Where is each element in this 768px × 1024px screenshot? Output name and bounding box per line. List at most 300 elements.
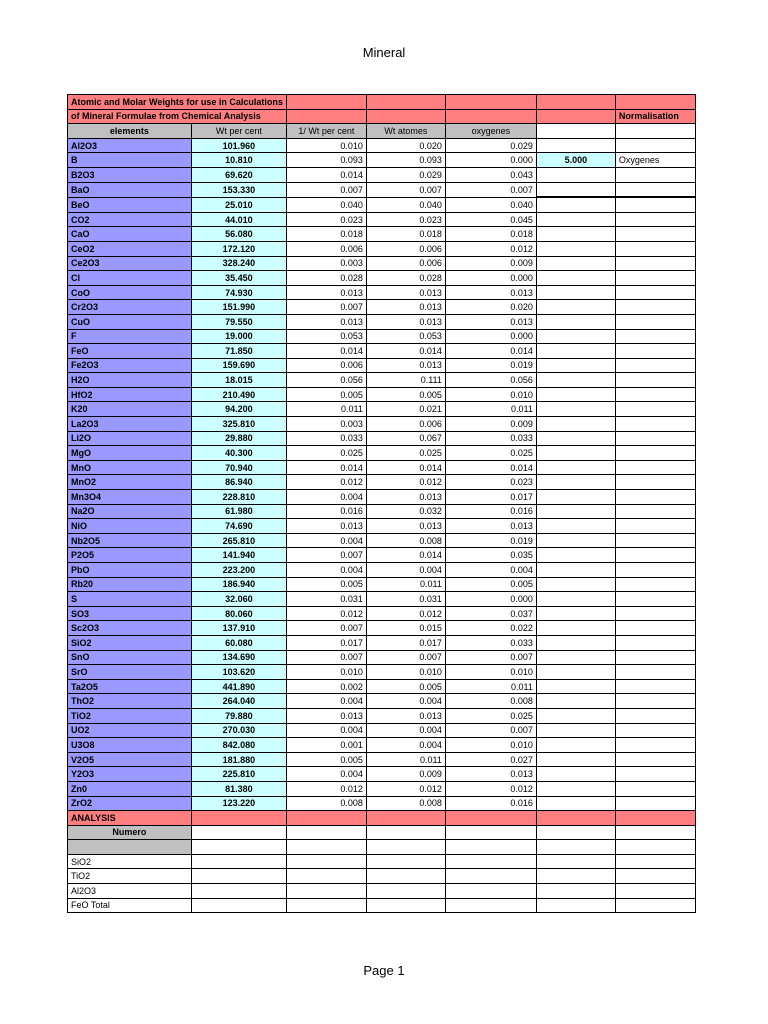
element-name: B (68, 153, 192, 168)
element-name: SiO2 (68, 635, 192, 650)
molar-weight: 223.200 (191, 563, 286, 578)
blank-cell (615, 723, 695, 738)
blank-cell (536, 738, 615, 753)
table-row (68, 314, 696, 329)
blank-cell (445, 811, 536, 826)
blank-cell (536, 592, 615, 607)
inverse-weight: 0.007 (286, 182, 366, 197)
blank-cell (615, 650, 695, 665)
blank-cell (286, 95, 366, 110)
inverse-weight: 0.012 (286, 606, 366, 621)
table-row (68, 723, 696, 738)
table-row (68, 300, 696, 315)
blank-cell (615, 417, 695, 432)
wt-atomes: 0.005 (366, 679, 445, 694)
numero-label: Numero (68, 825, 192, 840)
oxygenes-value: 0.009 (445, 256, 536, 271)
wt-atomes: 0.008 (366, 533, 445, 548)
element-name: SnO (68, 650, 192, 665)
blank-cell (615, 212, 695, 227)
molar-weight: 842.080 (191, 738, 286, 753)
blank-cell (366, 811, 445, 826)
inverse-weight: 0.004 (286, 490, 366, 505)
wt-atomes: 0.013 (366, 314, 445, 329)
inverse-weight: 0.007 (286, 300, 366, 315)
analysis-input-cell[interactable] (191, 869, 286, 884)
table-row (68, 650, 696, 665)
blank-cell (615, 329, 695, 344)
table-row (68, 767, 696, 782)
inverse-weight: 0.011 (286, 402, 366, 417)
wt-atomes: 0.005 (366, 387, 445, 402)
element-name: PbO (68, 563, 192, 578)
blank-cell (536, 723, 615, 738)
blank-cell (536, 167, 615, 182)
molar-weight: 44.010 (191, 212, 286, 227)
inverse-weight: 0.004 (286, 723, 366, 738)
blank-cell (536, 708, 615, 723)
inverse-weight: 0.018 (286, 227, 366, 242)
table-row (68, 153, 696, 168)
analysis-input-cell[interactable] (615, 869, 695, 884)
normalisation-unit: Oxygenes (615, 153, 695, 168)
blank-cell (536, 431, 615, 446)
wt-atomes: 0.006 (366, 241, 445, 256)
element-name: Ce2O3 (68, 256, 192, 271)
blank-cell (445, 825, 536, 840)
table-row (68, 167, 696, 182)
blank-cell (536, 606, 615, 621)
analysis-input-cell[interactable] (536, 898, 615, 913)
element-name: P2O5 (68, 548, 192, 563)
analysis-item-row (68, 854, 696, 869)
analysis-input-cell[interactable] (615, 884, 695, 899)
column-header-inverse-wt: 1/ Wt per cent (286, 124, 366, 139)
oxygenes-value: 0.018 (445, 227, 536, 242)
table-row (68, 285, 696, 300)
normalisation-header: Normalisation (615, 109, 695, 124)
oxygenes-value: 0.033 (445, 431, 536, 446)
wt-atomes: 0.032 (366, 504, 445, 519)
table-row (68, 548, 696, 563)
molar-weight: 159.690 (191, 358, 286, 373)
analysis-input-cell[interactable] (366, 884, 445, 899)
oxygenes-value: 0.010 (445, 665, 536, 680)
oxygenes-value: 0.056 (445, 373, 536, 388)
element-name: Na2O (68, 504, 192, 519)
blank-cell (536, 402, 615, 417)
molar-weight: 32.060 (191, 592, 286, 607)
wt-atomes: 0.053 (366, 329, 445, 344)
oxygenes-value: 0.013 (445, 767, 536, 782)
blank-cell (615, 358, 695, 373)
inverse-weight: 0.007 (286, 650, 366, 665)
oxygenes-value: 0.000 (445, 153, 536, 168)
analysis-item-label: FeO Total (68, 898, 192, 913)
blank-cell (68, 840, 192, 855)
inverse-weight: 0.001 (286, 738, 366, 753)
analysis-input-cell[interactable] (286, 869, 366, 884)
element-name: Cl (68, 271, 192, 286)
molar-weight: 69.620 (191, 167, 286, 182)
blank-cell (615, 811, 695, 826)
molar-weight: 29.880 (191, 431, 286, 446)
blank-cell (536, 256, 615, 271)
molar-weight: 265.810 (191, 533, 286, 548)
analysis-item-row (68, 898, 696, 913)
molar-weight: 70.940 (191, 460, 286, 475)
column-header-wt-per-cent: Wt per cent (191, 124, 286, 139)
wt-atomes: 0.111 (366, 373, 445, 388)
blank-cell (536, 241, 615, 256)
blank-cell (536, 475, 615, 490)
element-name: BaO (68, 182, 192, 197)
inverse-weight: 0.028 (286, 271, 366, 286)
table-row (68, 665, 696, 680)
analysis-input-cell[interactable] (191, 884, 286, 899)
inverse-weight: 0.007 (286, 621, 366, 636)
analysis-input-cell[interactable] (445, 898, 536, 913)
wt-atomes: 0.004 (366, 563, 445, 578)
blank-cell (615, 825, 695, 840)
table-row (68, 679, 696, 694)
table-row (68, 752, 696, 767)
blank-cell (615, 767, 695, 782)
blank-cell (536, 811, 615, 826)
blank-cell (536, 358, 615, 373)
wt-atomes: 0.014 (366, 460, 445, 475)
wt-atomes: 0.006 (366, 256, 445, 271)
inverse-weight: 0.005 (286, 752, 366, 767)
oxygenes-value: 0.023 (445, 475, 536, 490)
blank-cell (536, 182, 615, 197)
wt-atomes: 0.067 (366, 431, 445, 446)
molar-weight: 56.080 (191, 227, 286, 242)
title-row-2 (68, 109, 696, 124)
blank-cell (615, 781, 695, 796)
inverse-weight: 0.007 (286, 548, 366, 563)
blank-cell (615, 548, 695, 563)
molar-weight: 123.220 (191, 796, 286, 811)
wt-atomes: 0.013 (366, 285, 445, 300)
blank-cell (286, 825, 366, 840)
analysis-item-row (68, 884, 696, 899)
molar-weight: 101.960 (191, 138, 286, 153)
molar-weight: 264.040 (191, 694, 286, 709)
wt-atomes: 0.007 (366, 182, 445, 197)
molar-weight: 141.940 (191, 548, 286, 563)
blank-cell (536, 752, 615, 767)
element-name: BeO (68, 197, 192, 212)
wt-atomes: 0.004 (366, 694, 445, 709)
wt-atomes: 0.031 (366, 592, 445, 607)
molar-weight: 151.990 (191, 300, 286, 315)
oxygenes-value: 0.016 (445, 504, 536, 519)
blank-cell (615, 460, 695, 475)
wt-atomes: 0.040 (366, 197, 445, 212)
blank-cell (615, 752, 695, 767)
table-row (68, 694, 696, 709)
molar-weight: 18.015 (191, 373, 286, 388)
molar-weight: 228.810 (191, 490, 286, 505)
inverse-weight: 0.003 (286, 256, 366, 271)
blank-cell (536, 300, 615, 315)
analysis-input-cell[interactable] (536, 884, 615, 899)
blank-cell (366, 840, 445, 855)
wt-atomes: 0.006 (366, 417, 445, 432)
oxygenes-value: 0.037 (445, 606, 536, 621)
table-row (68, 212, 696, 227)
molar-weight: 270.030 (191, 723, 286, 738)
inverse-weight: 0.053 (286, 329, 366, 344)
element-name: Li2O (68, 431, 192, 446)
analysis-input-cell[interactable] (445, 884, 536, 899)
oxygenes-value: 0.008 (445, 694, 536, 709)
inverse-weight: 0.023 (286, 212, 366, 227)
blank-cell (536, 95, 615, 110)
blank-cell (615, 285, 695, 300)
table-row (68, 402, 696, 417)
analysis-input-cell[interactable] (286, 898, 366, 913)
oxygenes-value: 0.043 (445, 167, 536, 182)
table-title-line2: of Mineral Formulae from Chemical Analysis (68, 109, 287, 124)
blank-cell (615, 138, 695, 153)
blank-cell (536, 197, 615, 212)
analysis-input-cell[interactable] (615, 854, 695, 869)
element-name: V2O5 (68, 752, 192, 767)
element-name: CeO2 (68, 241, 192, 256)
table-row (68, 781, 696, 796)
table-row (68, 504, 696, 519)
molar-weight: 103.620 (191, 665, 286, 680)
analysis-input-cell[interactable] (286, 884, 366, 899)
oxygenes-value: 0.019 (445, 358, 536, 373)
blank-cell (536, 665, 615, 680)
molar-weight: 61.980 (191, 504, 286, 519)
inverse-weight: 0.006 (286, 241, 366, 256)
inverse-weight: 0.040 (286, 197, 366, 212)
element-name: CuO (68, 314, 192, 329)
molar-weight: 94.200 (191, 402, 286, 417)
table-row (68, 344, 696, 359)
blank-cell (615, 665, 695, 680)
wt-atomes: 0.007 (366, 650, 445, 665)
blank-cell (615, 519, 695, 534)
analysis-input-cell[interactable] (366, 854, 445, 869)
oxygenes-value: 0.000 (445, 271, 536, 286)
blank-row (68, 840, 696, 855)
element-name: CoO (68, 285, 192, 300)
oxygenes-value: 0.004 (445, 563, 536, 578)
wt-atomes: 0.013 (366, 519, 445, 534)
analysis-input-cell[interactable] (366, 898, 445, 913)
oxygenes-value: 0.012 (445, 781, 536, 796)
oxygenes-value: 0.000 (445, 329, 536, 344)
element-name: S (68, 592, 192, 607)
oxygenes-value: 0.010 (445, 387, 536, 402)
oxygenes-value: 0.016 (445, 796, 536, 811)
table-row (68, 241, 696, 256)
blank-cell (191, 825, 286, 840)
wt-atomes: 0.021 (366, 402, 445, 417)
inverse-weight: 0.004 (286, 767, 366, 782)
inverse-weight: 0.006 (286, 358, 366, 373)
analysis-item-label: Al2O3 (68, 884, 192, 899)
blank-cell (615, 621, 695, 636)
blank-cell (536, 563, 615, 578)
table-row (68, 606, 696, 621)
blank-cell (615, 271, 695, 286)
table-row (68, 475, 696, 490)
blank-cell (536, 271, 615, 286)
inverse-weight: 0.005 (286, 387, 366, 402)
column-header-wt-atomes: Wt atomes (366, 124, 445, 139)
analysis-input-cell[interactable] (615, 898, 695, 913)
molar-weight: 225.810 (191, 767, 286, 782)
wt-atomes: 0.020 (366, 138, 445, 153)
blank-cell (615, 344, 695, 359)
molar-weight: 80.060 (191, 606, 286, 621)
oxygenes-value: 0.007 (445, 723, 536, 738)
element-name: Ta2O5 (68, 679, 192, 694)
blank-cell (536, 635, 615, 650)
inverse-weight: 0.017 (286, 635, 366, 650)
element-name: Zn0 (68, 781, 192, 796)
blank-cell (366, 109, 445, 124)
analysis-item-label: TiO2 (68, 869, 192, 884)
wt-atomes: 0.013 (366, 300, 445, 315)
element-name: U3O8 (68, 738, 192, 753)
wt-atomes: 0.008 (366, 796, 445, 811)
analysis-input-cell[interactable] (536, 854, 615, 869)
inverse-weight: 0.033 (286, 431, 366, 446)
blank-cell (615, 475, 695, 490)
blank-cell (536, 490, 615, 505)
molar-weight: 153.330 (191, 182, 286, 197)
blank-cell (191, 840, 286, 855)
blank-cell (536, 781, 615, 796)
inverse-weight: 0.003 (286, 417, 366, 432)
table-row (68, 271, 696, 286)
oxygenes-value: 0.011 (445, 679, 536, 694)
molar-weight: 79.880 (191, 708, 286, 723)
blank-cell (615, 563, 695, 578)
table-row (68, 738, 696, 753)
table-row (68, 577, 696, 592)
blank-cell (615, 431, 695, 446)
analysis-input-cell[interactable] (286, 854, 366, 869)
element-name: Al2O3 (68, 138, 192, 153)
molar-weight: 325.810 (191, 417, 286, 432)
blank-cell (615, 182, 695, 197)
table-row (68, 197, 696, 212)
wt-atomes: 0.004 (366, 738, 445, 753)
wt-atomes: 0.012 (366, 781, 445, 796)
blank-cell (615, 402, 695, 417)
oxygenes-value: 0.011 (445, 402, 536, 417)
wt-atomes: 0.025 (366, 446, 445, 461)
blank-cell (615, 197, 695, 212)
oxygenes-value: 0.027 (445, 752, 536, 767)
molar-weight: 74.690 (191, 519, 286, 534)
element-name: F (68, 329, 192, 344)
element-name: H2O (68, 373, 192, 388)
oxygenes-value: 0.033 (445, 635, 536, 650)
molar-weight: 10.810 (191, 153, 286, 168)
oxygenes-value: 0.019 (445, 533, 536, 548)
blank-cell (615, 694, 695, 709)
oxygenes-value: 0.025 (445, 708, 536, 723)
blank-cell (536, 548, 615, 563)
wt-atomes: 0.009 (366, 767, 445, 782)
element-name: B2O3 (68, 167, 192, 182)
element-name: CaO (68, 227, 192, 242)
molar-weight: 74.930 (191, 285, 286, 300)
blank-cell (366, 95, 445, 110)
molar-weight: 40.300 (191, 446, 286, 461)
blank-cell (536, 694, 615, 709)
blank-cell (615, 840, 695, 855)
blank-cell (615, 490, 695, 505)
wt-atomes: 0.013 (366, 708, 445, 723)
element-name: Nb2O5 (68, 533, 192, 548)
molar-weight: 60.080 (191, 635, 286, 650)
analysis-input-cell[interactable] (536, 869, 615, 884)
page-footer: Page 1 (363, 963, 405, 978)
table-row (68, 621, 696, 636)
oxygenes-value: 0.012 (445, 241, 536, 256)
blank-cell (536, 285, 615, 300)
table-row (68, 533, 696, 548)
molar-weight: 210.490 (191, 387, 286, 402)
element-name: Rb20 (68, 577, 192, 592)
molar-weight: 328.240 (191, 256, 286, 271)
blank-cell (536, 519, 615, 534)
molar-weight: 86.940 (191, 475, 286, 490)
blank-cell (615, 314, 695, 329)
wt-atomes: 0.029 (366, 167, 445, 182)
element-name: MnO (68, 460, 192, 475)
table-row (68, 182, 696, 197)
molar-weight: 441.890 (191, 679, 286, 694)
blank-cell (286, 811, 366, 826)
wt-atomes: 0.018 (366, 227, 445, 242)
wt-atomes: 0.023 (366, 212, 445, 227)
wt-atomes: 0.015 (366, 621, 445, 636)
blank-cell (615, 533, 695, 548)
element-name: ZrO2 (68, 796, 192, 811)
oxygenes-value: 0.045 (445, 212, 536, 227)
analysis-row (68, 811, 696, 826)
blank-cell (536, 314, 615, 329)
oxygenes-value: 0.010 (445, 738, 536, 753)
table-row (68, 256, 696, 271)
blank-cell (536, 533, 615, 548)
wt-atomes: 0.013 (366, 490, 445, 505)
analysis-input-cell[interactable] (445, 869, 536, 884)
wt-atomes: 0.028 (366, 271, 445, 286)
blank-cell (536, 679, 615, 694)
element-name: Sc2O3 (68, 621, 192, 636)
inverse-weight: 0.031 (286, 592, 366, 607)
analysis-input-cell[interactable] (191, 854, 286, 869)
analysis-input-cell[interactable] (191, 898, 286, 913)
table-row (68, 138, 696, 153)
wt-atomes: 0.014 (366, 344, 445, 359)
analysis-input-cell[interactable] (366, 869, 445, 884)
blank-cell (615, 241, 695, 256)
analysis-input-cell[interactable] (445, 854, 536, 869)
